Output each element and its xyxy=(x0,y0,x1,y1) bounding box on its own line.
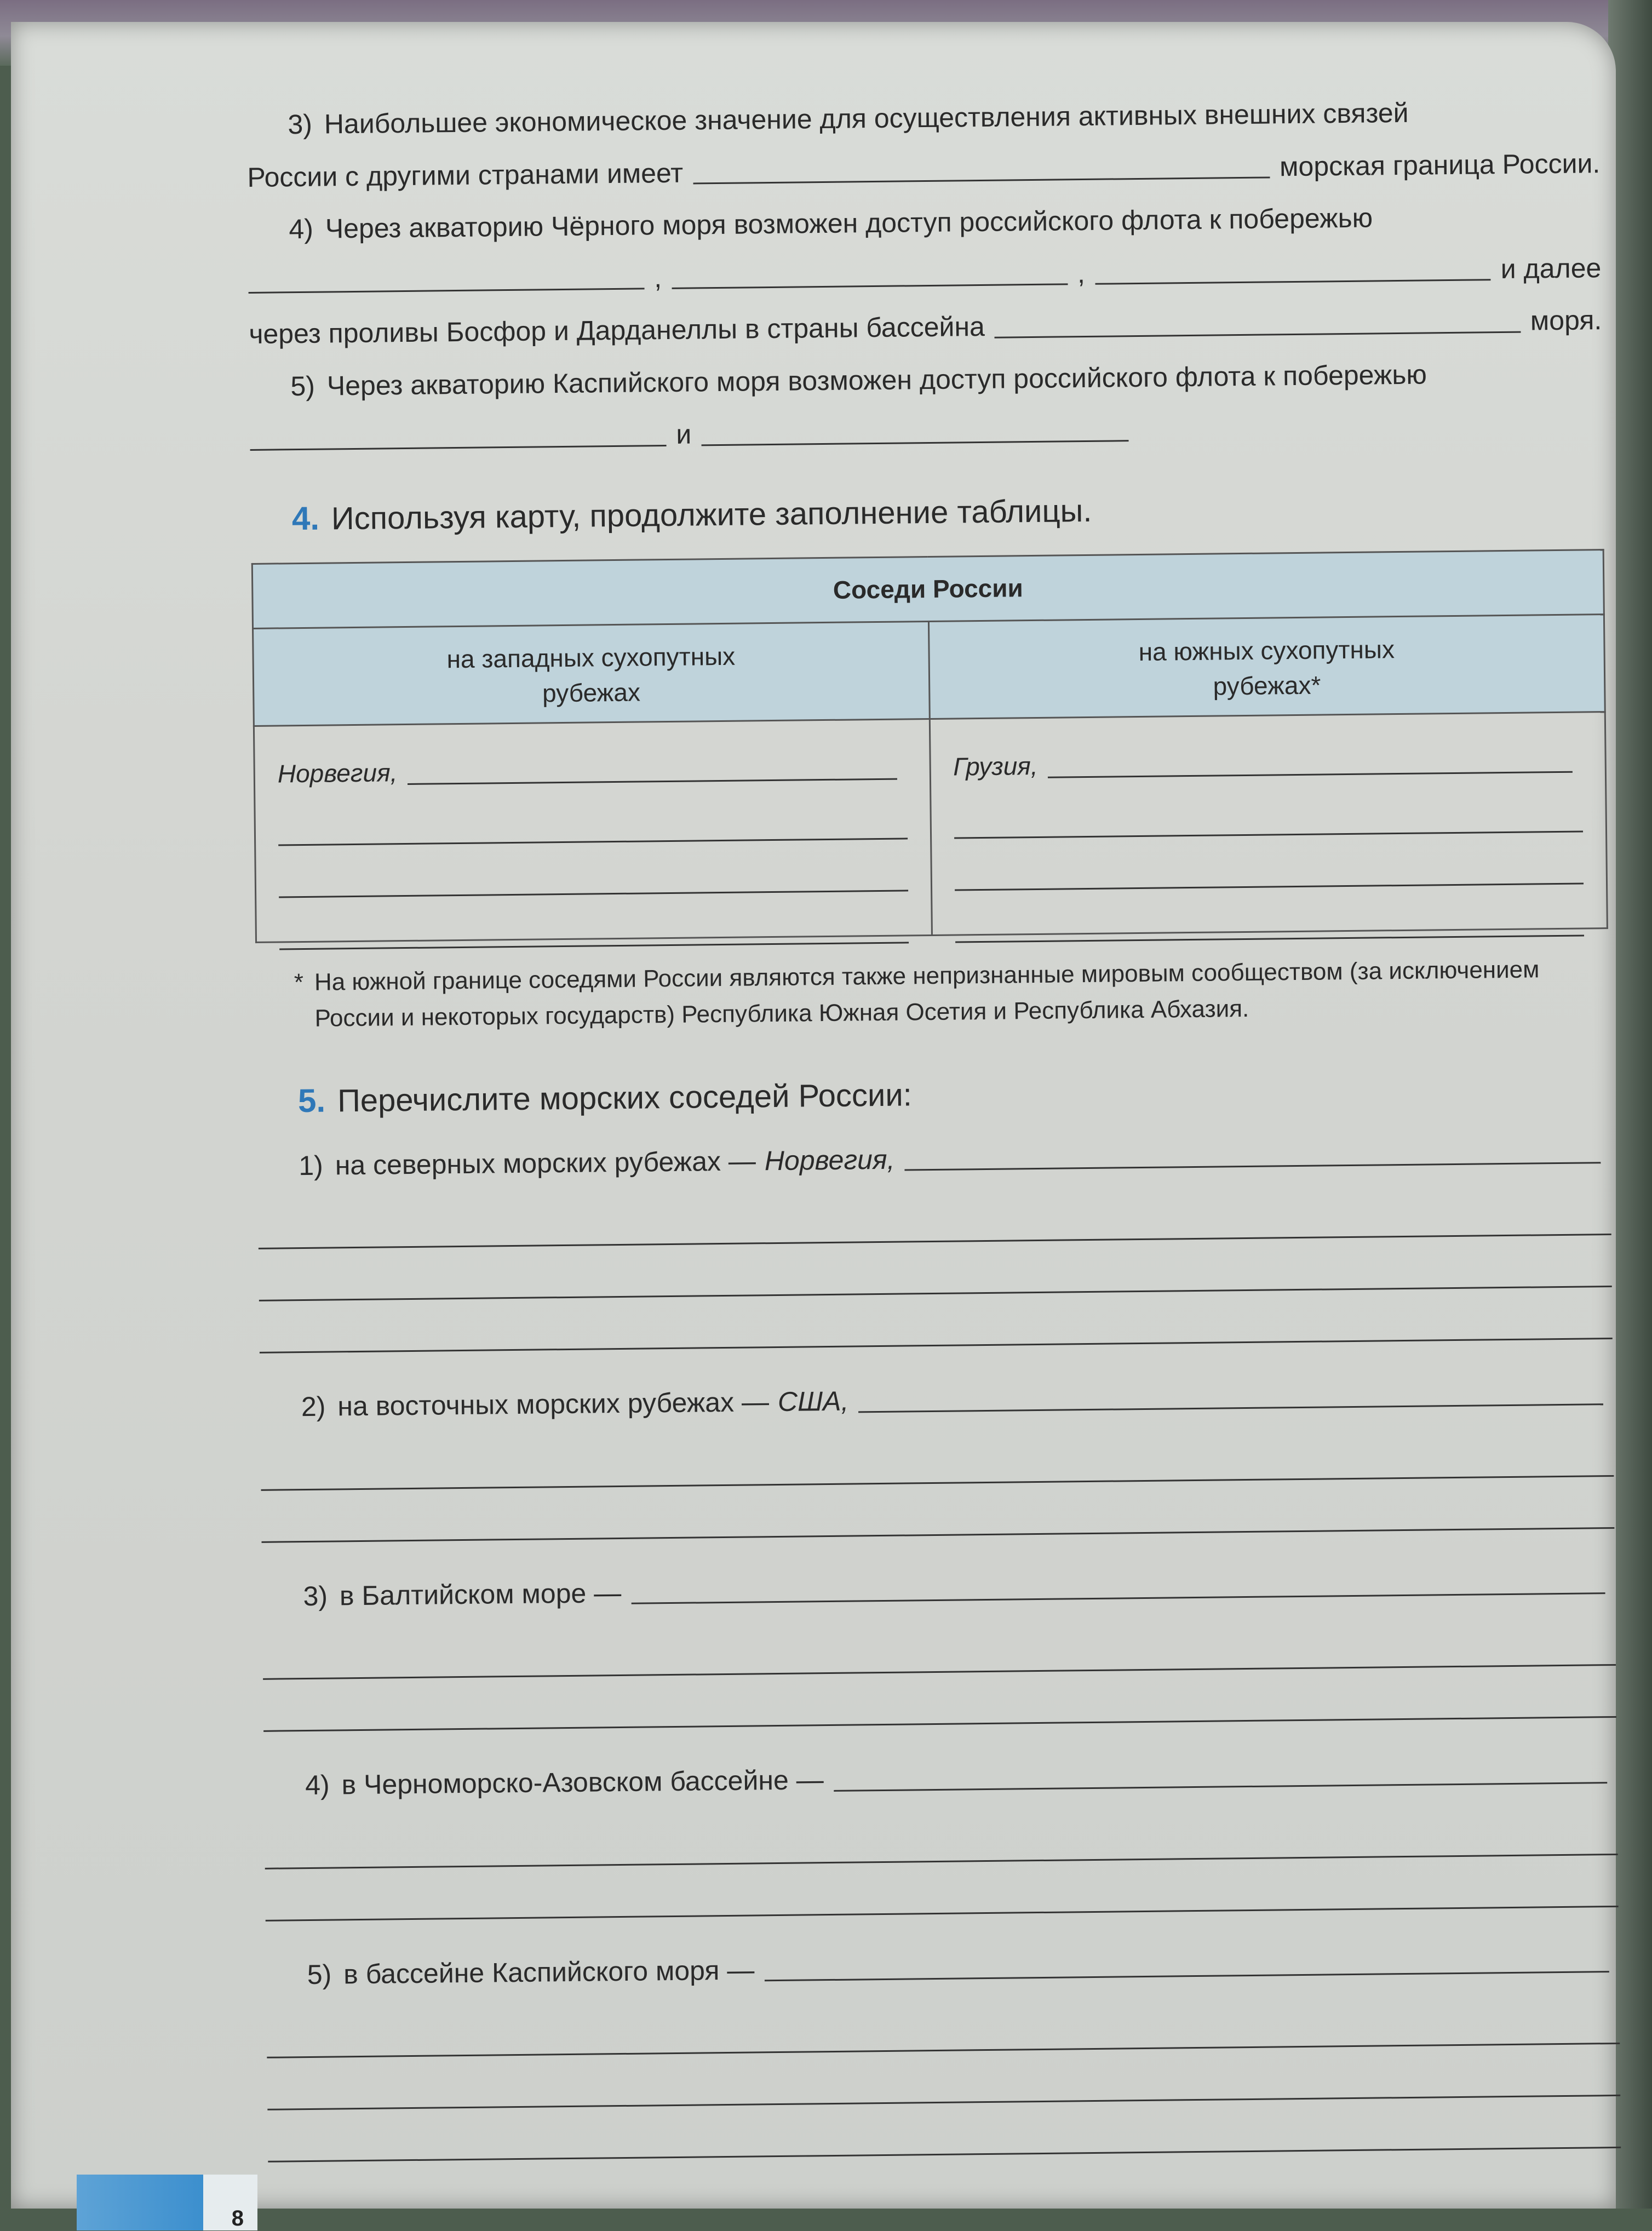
table-answer-row xyxy=(277,737,907,794)
item-text: Наибольшее экономическое значение для осуществления активных внешних связей xyxy=(324,97,1409,140)
sea-neighbors-caspian xyxy=(307,1940,1619,1997)
item-number: 5) xyxy=(307,1959,332,1990)
cell-west xyxy=(254,719,932,942)
answer-blank[interactable] xyxy=(995,330,1521,338)
item-text: России с другими странами имеет xyxy=(247,157,684,193)
item-text: Через акваторию Каспийского моря возможен доступ российского флота к побережью xyxy=(326,358,1427,401)
item-number: 4) xyxy=(289,213,314,245)
task-number: 4. xyxy=(291,500,320,537)
item-number: 5) xyxy=(290,370,316,402)
sea-neighbors-east xyxy=(301,1372,1614,1429)
footnote xyxy=(294,951,1587,1037)
item-4-line1 xyxy=(289,194,1601,251)
item-text: Через акваторию Чёрного моря возможен доступ российского флота к побережью xyxy=(325,202,1373,244)
sea-neighbors-north xyxy=(299,1131,1611,1188)
footnote-text: На южной границе соседями России являются также непризнанные мировым сообществом (за исключением России и некоторых государств) Республика Южная Осетия и Республика Абхазия. xyxy=(314,955,1540,1032)
item-3-line2 xyxy=(247,142,1601,199)
item-text: на северных морских рубежах — xyxy=(335,1145,756,1180)
answer-blank[interactable] xyxy=(278,787,907,846)
conjunction: и xyxy=(676,418,692,450)
separator: , xyxy=(1077,257,1086,289)
task-title: Перечислите морских соседей России: xyxy=(337,1076,913,1119)
item-number: 4) xyxy=(305,1769,330,1801)
item-number: 1) xyxy=(299,1150,324,1181)
column-header-label: на южных сухопутных рубежах* xyxy=(1138,634,1395,701)
example-answer: Грузия, xyxy=(953,752,1038,781)
item-text: морская граница России. xyxy=(1279,147,1601,182)
answer-blank[interactable] xyxy=(954,780,1583,839)
answer-blank[interactable] xyxy=(279,891,908,950)
sea-neighbors-baltic xyxy=(303,1562,1615,1618)
page-content xyxy=(246,90,1621,2163)
item-text: в Черноморско-Азовском бассейне — xyxy=(341,1764,824,1800)
sea-neighbors-black-azov xyxy=(305,1751,1617,1807)
answer-blank[interactable] xyxy=(765,1970,1609,1981)
item-4-line3 xyxy=(249,299,1602,355)
table-title: Соседи России xyxy=(252,549,1604,628)
answer-blank[interactable] xyxy=(954,832,1584,891)
task-title: Используя карту, продолжите заполнение таблицы. xyxy=(331,492,1092,536)
footnote-marker: * xyxy=(294,968,304,996)
answer-blank[interactable] xyxy=(249,287,645,294)
page-number-tab xyxy=(77,2175,257,2230)
item-4-line2 xyxy=(248,247,1602,303)
answer-blank[interactable] xyxy=(278,839,908,898)
item-text: на восточных морских рубежах — xyxy=(337,1386,770,1422)
column-header-west xyxy=(253,621,930,726)
answer-blank[interactable] xyxy=(905,1161,1601,1171)
item-number: 2) xyxy=(301,1391,326,1423)
item-text: в Балтийском море — xyxy=(339,1577,622,1611)
item-text: и далее xyxy=(1500,252,1602,284)
column-header-label: на западных сухопутных рубежах xyxy=(446,641,736,708)
item-5-line1 xyxy=(290,352,1603,408)
answer-blank[interactable] xyxy=(1048,770,1573,778)
item-5-line2 xyxy=(250,404,1603,460)
answer-blank[interactable] xyxy=(834,1781,1607,1792)
answer-blank[interactable] xyxy=(955,884,1584,943)
item-text: через проливы Босфор и Дарданеллы в страны бассейна xyxy=(249,311,985,349)
neighbors-table xyxy=(251,549,1608,943)
cell-south xyxy=(930,712,1608,935)
item-number: 3) xyxy=(288,108,313,140)
example-answer: США, xyxy=(777,1385,849,1418)
task-number: 5. xyxy=(297,1082,326,1119)
item-text: в бассейне Каспийского моря — xyxy=(343,1954,755,1989)
table-answer-row xyxy=(953,730,1582,787)
separator: , xyxy=(653,262,662,293)
answer-blank[interactable] xyxy=(408,777,897,784)
example-answer: Норвегия, xyxy=(764,1144,895,1176)
answer-blank[interactable] xyxy=(859,1403,1603,1413)
answer-blank[interactable] xyxy=(693,176,1270,184)
workbook-page xyxy=(11,22,1616,2230)
answer-blank[interactable] xyxy=(701,439,1128,446)
task-5-heading xyxy=(298,1062,1610,1126)
answer-blank[interactable] xyxy=(250,444,667,451)
answer-blank[interactable] xyxy=(1095,278,1491,285)
page-number: 8 xyxy=(231,2206,244,2230)
example-answer: Норвегия, xyxy=(277,758,398,788)
answer-blank[interactable] xyxy=(631,1592,1605,1604)
column-header-south xyxy=(928,614,1605,719)
task-4-heading xyxy=(291,479,1604,544)
item-text: моря. xyxy=(1530,305,1602,336)
item-3-line1 xyxy=(288,90,1600,146)
answer-blank[interactable] xyxy=(672,283,1068,289)
item-number: 3) xyxy=(303,1580,328,1611)
